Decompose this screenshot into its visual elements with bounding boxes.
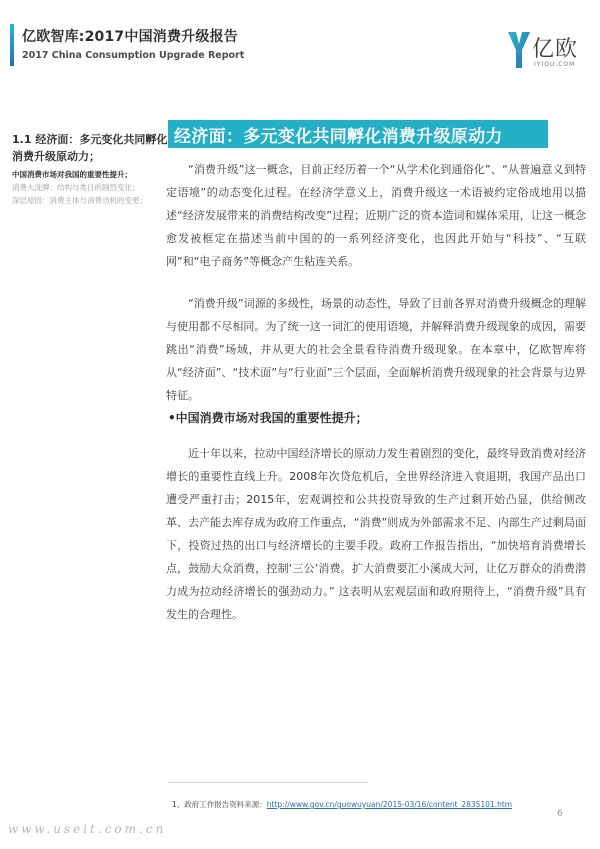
body-paragraph-1 <box>166 158 586 273</box>
paragraph-text: “消费升级”词源的多级性，场景的动态性，导致了目前各界对消费升级概念的理解与使用都不尽相同。为了统一这一词汇的使用语境，并解释消费升级现象的成因，需要跳出“消费”场域，并从更大的社会全景看待消费升级现象。在本章中，亿欧智库将从“经济面”、“技术面”与“行业面”三个层面，全面解析消费升级现象的社会背景与边界特征。 <box>166 297 586 402</box>
footnote-link[interactable]: http://www.gov.cn/guowuyuan/2015-03/16/content_2835101.htm <box>266 800 513 809</box>
report-title: 亿欧智库:2017中国消费升级报告 <box>22 29 238 45</box>
logo-text-cn: 亿欧 <box>532 37 579 62</box>
brand-logo <box>506 30 578 74</box>
banner-title: 经济面：多元变化共同孵化消费升级原动力 <box>174 127 503 147</box>
section-heading: •中国消费市场对我国的重要性提升； <box>168 411 368 425</box>
sidebar-subheading: 中国消费市场对我国的重要性提升； <box>12 170 132 179</box>
report-subtitle: 2017 China Consumption Upgrade Report <box>22 50 245 61</box>
sidebar-item: 消费大洗牌：结构与类目的剧烈变化； <box>12 183 140 192</box>
header-accent-bar <box>10 24 14 66</box>
footnote-divider <box>168 782 368 783</box>
footnote-label: 1、政府工作报告资料来源： <box>172 800 267 809</box>
logo-mark-icon <box>506 30 532 70</box>
sidebar-toc <box>12 131 172 207</box>
sidebar-heading: 1.1 经济面：多元变化共同孵化消费升级原动力； <box>12 133 168 163</box>
watermark: www.useit.com.cn <box>8 822 167 836</box>
body-paragraph-2 <box>166 292 586 407</box>
sidebar-item: 深层原因：消费主体与消费动机的变更； <box>12 196 147 205</box>
logo-text-en: IYIOU.COM <box>534 61 576 68</box>
body-paragraph-3 <box>166 442 586 626</box>
footnote <box>172 799 512 810</box>
page-number: 6 <box>557 809 563 819</box>
section-banner <box>168 120 548 148</box>
paragraph-text: 近十年以来，拉动中国经济增长的原动力发生着剧烈的变化，最终导致消费对经济增长的重要性直线上升。2008年次贷危机后，全世界经济进入衰退期，我国产品出口遭受严重打击；2015年，宏观调控和公共投资导致的生产过剩开始凸显，供给侧改革、去产能去库存成为政府工作重点，“消费”则成为外部需求不足、内部生产过剩局面下，投资过热的出口与经济增长的主要手段。政府工作报告指出，“加快培育消费增长点，鼓励大众消费，控制‘三公’消费。扩大消费要汇小溪成大河，让亿万群众的消费潜力成为拉动经济增长的强劲动力。” 这表明从宏观层面和政府期待上，“消费升级”具有发生的合理性。 <box>166 447 586 621</box>
paragraph-text: “消费升级”这一概念，目前正经历着一个“从学术化到通俗化”、“从普遍意义到特定语境”的动态变化过程。在经济学意义上，消费升级这一术语被约定俗成地用以描述“经济发展带来的消费结构改变”过程；近期广泛的资本造词和媒体采用，让这一概念愈发被框定在描述当前中国的的一系列经济变化，也因此开始与“科技”、“互联网”和“电子商务”等概念产生粘连关系。 <box>166 163 586 268</box>
